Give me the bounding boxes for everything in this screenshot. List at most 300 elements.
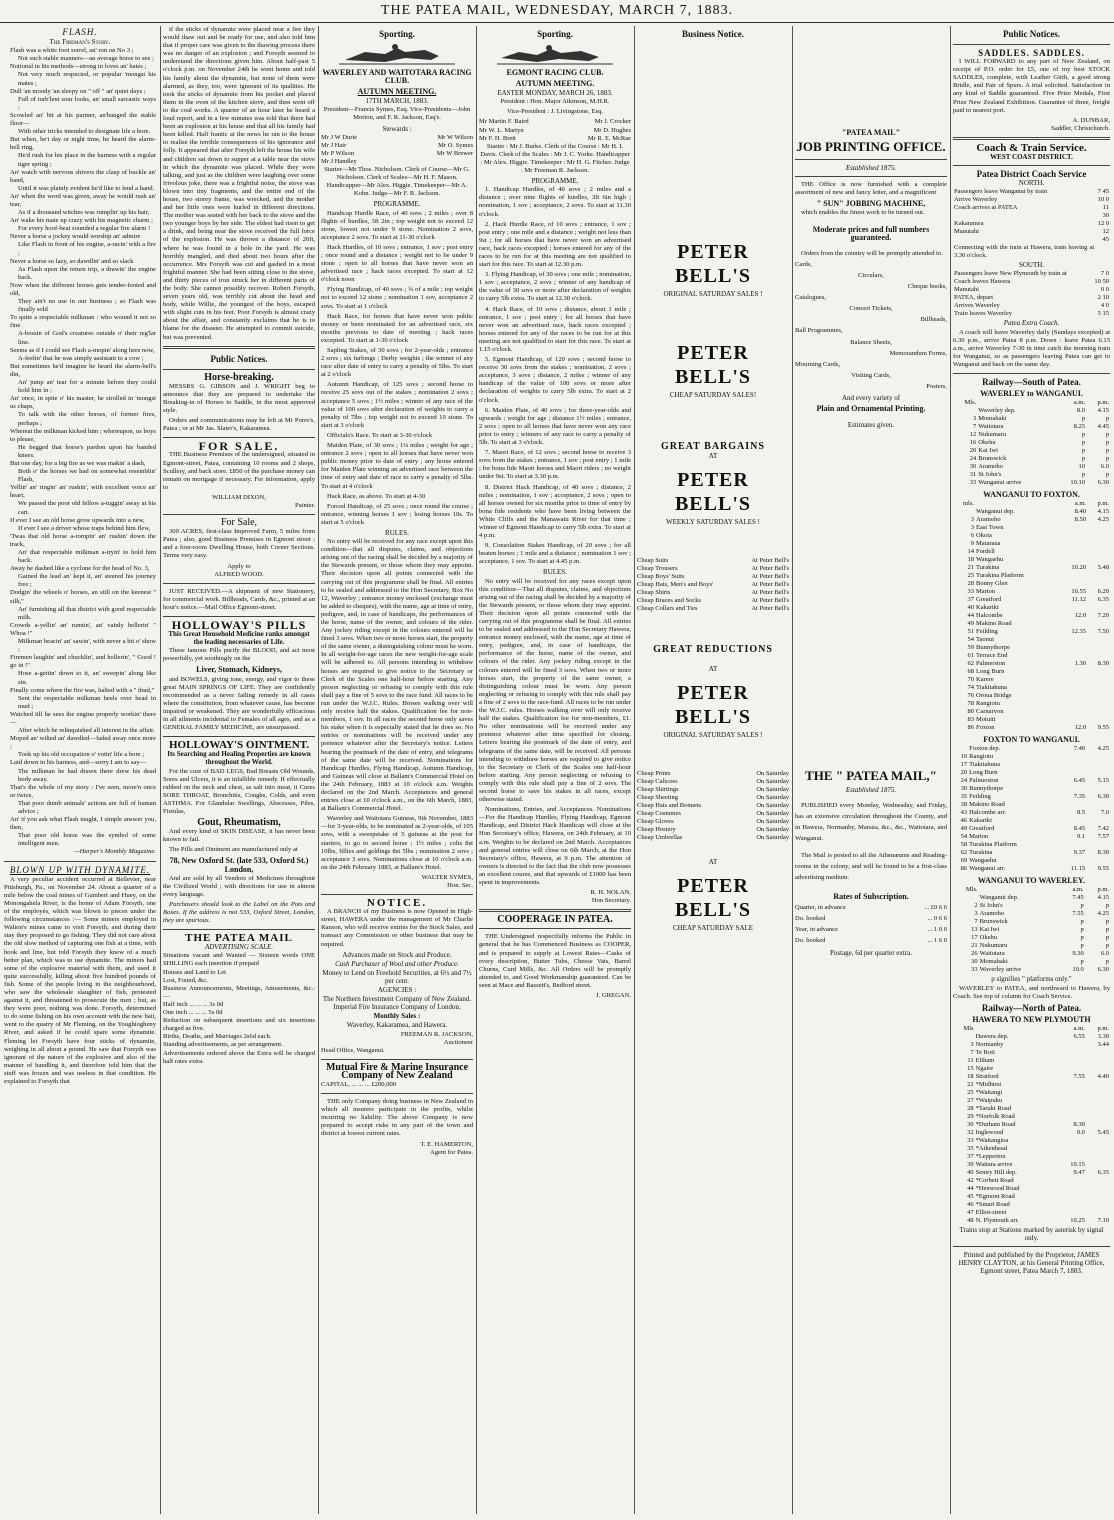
mutual-sign: T. E. HAMERTON, (420, 1140, 473, 1148)
flash-heading: FLASH. (62, 27, 98, 37)
race-entry: 2. Hack Hurdle Race, of 10 sovs ; entrance, 1 sov ; post entry ; one mile and a distance ; weight not less than 9st ; for all horses that have never won an advertised race, hack races excepted ; horses entered for any of the races to be run for at this meeting are not qualified to start for this race. To start at 12.30 p.m. (479, 220, 631, 269)
timetable-row (953, 817, 1110, 825)
sale-where: On Saturday (756, 777, 789, 785)
poem-line: He'd rush for his place in the harness with a regular tiger spring ; (18, 152, 156, 168)
timetable-cell: 4 0 (1100, 302, 1109, 310)
timetable-row (953, 636, 1110, 644)
timetable-cell: *Egmont Road (975, 1192, 1015, 1200)
timetable-cell: a.m. (1074, 500, 1087, 508)
timetable-cell: 10 0 (1097, 196, 1109, 204)
ad-scale-row: Reduction on subsequent insertions and six insertions charged as five. (163, 1017, 315, 1033)
sun-machine: " SUN" JOBBING MACHINE, (816, 199, 926, 209)
hawera-newplymouth-heading: HAWERA TO NEW PLYMOUTH (972, 1014, 1091, 1024)
sale-row (637, 597, 789, 605)
rate-row (795, 904, 947, 912)
timetable-row (953, 1097, 1110, 1105)
timetable-row (953, 841, 1110, 849)
ad-scale-row: Situations vacant and Wanted — Sixteen words ONE SHILLING each insertion if prepaid (163, 952, 315, 968)
timetable-row (953, 588, 1110, 596)
holloway-ointment-text: For the cure of BAD LEGS, Bad Breasts Old Wounds, Sores and Ulcers, it is an infallible remedy. If effectually rubbed on the neck and chest, as salt into meat, it Cures SORE THROAT, Bronchitis, Coughs, Colds, and even ASTHMA. For Glandular Swellings, Abscesses, Piles, Fistulas, (163, 767, 315, 815)
steward-name: Mr O. Symes (438, 141, 473, 149)
timetable-cell (1056, 1113, 1086, 1121)
timetable-row (953, 302, 1110, 310)
racehorse-engraving (493, 42, 617, 66)
timetable-cell: p (1081, 471, 1086, 479)
timetable-cell: 8.40 (1074, 508, 1087, 516)
timetable-cell: 7 (973, 423, 977, 431)
timetable-row (953, 524, 1110, 532)
estimates: Estimates given. (847, 421, 895, 430)
timetable-cell: Rangiotu (969, 753, 994, 761)
timetable-cell: 45 (967, 1192, 974, 1200)
egmont-officials: Starter : Mr J. Burke. Clerk of the Course : Mr H. I. Davis. Clerk of the Scales : Mr J. C. Yorke. Handicapper : Mr Alex. Higgie. Timekeeper : Mr H. G. Fitcher. Judge : Mr Freeman R. Jackson. (480, 142, 630, 175)
poem-line: He begged that horse's pardon upon his banded knees. (18, 443, 156, 459)
timetable-cell: Inglewood (975, 1128, 1004, 1136)
timetable-cell: p (1081, 431, 1086, 439)
flash-subheading: The Fireman's Story. (49, 38, 111, 47)
timetable-cell: 2 (974, 902, 978, 910)
egmont-rules-heading: RULES. (543, 568, 567, 577)
timetable-cell (1087, 580, 1110, 588)
public-notices-heading-2: Public Notices. (1003, 29, 1060, 39)
cooperage-heading: COOPERAGE IN PATEA. (497, 914, 613, 926)
timetable-cell: p (1080, 942, 1084, 950)
holloway-organs: Liver, Stomach, Kidneys, (196, 665, 282, 675)
timetable-cell (1056, 1193, 1086, 1201)
timetable-cell: Passengers leave Wanganui by train (954, 188, 1048, 196)
timetable-cell: 44 (967, 1184, 974, 1192)
timetable-cell (1086, 1065, 1110, 1073)
timetable-cell: 7.20 (1097, 612, 1109, 620)
timetable-row (953, 793, 1110, 801)
timetable-cell (1086, 1057, 1110, 1065)
timetable-row (953, 958, 1110, 966)
timetable-cell (1057, 801, 1086, 809)
egmont-races (479, 186, 631, 566)
timetable-row (953, 439, 1110, 447)
timetable-cell: Brunswick (979, 918, 1008, 926)
timetable-cell (1059, 548, 1087, 556)
waverley-rules: No entry will be received for any race except upon this condition—that all disputes, claims, and objections arising out of the racing shall be decided by a majority of the Stewards present, or those whom they may appoint. Their decision upon all points connected with the carrying out of this programme shall be final. All entries to be sealed and addressed to the Hon Secretary, Box No 12, Waverley ; entrance money enclosed (exchange must be added to cheques), with the name, age at time of entry, pedigree, and, in case of handicaps, the performances of the horse, name of the owner, and colours of the rider. Any jockey riding except in the colours entered will be fined 3 sovs. When two or more horses start, the property of the same owner, a distinguishing colour must be worn. In all weight-for-age races the new weight-for-age scale will be adhered to. All persons intending to withdraw horses are required to give notice to the Secretary or Clerk of the Scales one half-hour before starting. Any person neglecting or refusing to comply with this rule shall pay a fine of 5 sovs to the race fund. All races to be run under the W.J.C. Rules. Horses walking over will only receive half the stakes. Qualification fee for non-members, 1 sov. In all races the second horse only saves his stake when it is especially stated that he does so. No entries or nominations will be received under any pretence whatever after the Secretary's notice. Letters bearing the postmark of the date of entry, and telegrams of the same date will be received. Nominations for Handicap Hurdles, Flying Handicap, Autumn Handicap, and Guineas will close at Ballam's Commercial Hotel on the 24th February, 1883 at 10 o'clock a.m. Weights declared on the 2nd March. Acceptances and general entries close at 10 o'clock a.m., on the 6th March, 1883, at Ballam's Commercial Hotel. (321, 538, 473, 813)
timetable-cell: 40 (967, 1168, 974, 1176)
timetable-cell: 6.45 (1073, 777, 1086, 785)
timetable-cell: p (1105, 439, 1109, 447)
timetable-cell: 6.20 (1097, 588, 1109, 596)
timetable-cell: Mls. (965, 886, 978, 894)
poem-line: Dull 'an moody 'an sleepy on " off " an' quiet days ; (10, 87, 146, 95)
sales: Waverley, Kakaramea, and Hawera. (346, 1021, 448, 1030)
timetable-cell: p (1080, 934, 1084, 942)
dynamite-article: A very peculiar accident occurred at Bellevier, near Pittsburgh, Pa., on November 24. About a quarter of a mile below the coal mines of Gumbert and Huey, on the Monongahela River, is the home of Adam Forsyth, one of the employés, which was blown to pieces under the following circumstances :— Some miners employed in Walton's mines came to visit Forsyth, and during their stay they proposed to go fishing. They did not care about the old slow method of capturing one fish at a time, with hook and line, but told Forsyth they knew of a much better plan, which was to use dynamite. The miners had some of the explosive material with them, and used it quite successfully, killing about five hundred pounds of fish. Some of the people living in the neighbourhood, who saw the wholesale slaughter of fish, protested against it, and threatened to prosecute the men ; but, as they were poor, nothing was done. Forsyth, determined to do some fishing on his own account with the new bait, went to the quarry of Mr Fleming, on the Youghiogheny River, and asked if he could spare some dynamite. Fleming let Forsyth have four sticks of dynamite, weighing in all about a pound. He saw that Forsyth was ignorant of the nature of the explosive and also of the manner of handling it, and therefore told him that the stuff was frozen and was useless in that condition. He explained to Forsyth that (4, 875, 156, 1085)
timetable-cell (1059, 556, 1087, 564)
timetable-cell: 12 (969, 431, 977, 439)
poem-line: That poor old horse was the symbol of some intelligent men. (18, 832, 156, 848)
timetable-row (953, 500, 1110, 508)
timetable-cell: 10.15 (1070, 1160, 1085, 1168)
timetable-cell: Waitotara (979, 950, 1005, 958)
timetable-cell (1086, 1177, 1110, 1185)
race-entry: 6. Maiden Plate, of 40 sovs ; for three-year-olds and upwards ; weight for age ; distance 1½ miles ; entrance, 2 sovs ; open to all horses that have never won any race prior to entry ; winners of any race to carry a penalty of 5lb. To start at 3 o'clock. (479, 406, 631, 447)
poem-line: An' when the word was given, away he would rush an' tear, (10, 192, 156, 208)
timetable-cell: p.m. (1097, 399, 1109, 407)
timetable-cell: Tiakitahuna (976, 684, 1007, 692)
timetable-cell: 37 (967, 1152, 974, 1160)
notice-text3: Cash Purchaser of Wool and other Produce. (335, 959, 459, 968)
timetable-cell: *Corbett Road (975, 1176, 1014, 1184)
sale-row (637, 778, 789, 786)
timetable-cell: Taonui (976, 636, 994, 644)
fj-sign: FREEMAN R. JACKSON, (400, 1030, 473, 1038)
timetable-cell: Long Burn (976, 668, 1005, 676)
column-2 (163, 26, 315, 1514)
timetable-cell (1087, 700, 1110, 708)
timetable-cell (1086, 753, 1110, 761)
timetable-cell: Feilding (969, 793, 991, 801)
timetable-row (953, 660, 1110, 668)
steward-name: Mr J W Durie (321, 133, 358, 141)
printing-item: Cards, (795, 260, 813, 268)
sale-row (637, 770, 789, 778)
timetable-cell: 4.45 (1097, 423, 1109, 431)
race-entry: Flying Handicap, of 40 sovs ; ¾ of a mile ; top weight not to exceed 12 stone ; nomination 1 sov, acceptance 2 sovs. To start at 1 o'clock (321, 286, 473, 310)
egmont-noms: Nominations, Entries, and Acceptances. Nominations—For the Handicap Hurdles, Flying Handicap, Egmont Handicap, and District Hack Handicap will close at the Hon Secretary's office, Hawera, on 24th February, at 10 a.m. Weights to be declared on 2nd March. Acceptances and general entries will close on 6th March, at the Hon Secretary's office, Hawera, at 9 p.m. The attention of owners is directed to the fact that the club now possesses an excellent course, and that upwards of £1000 has been spent in improvements. (479, 806, 631, 886)
timetable-cell: 25 (967, 1088, 974, 1096)
peter-bells-2-sub: CHEAP SATURDAY SALES! (669, 391, 757, 400)
timetable-row (953, 1033, 1110, 1041)
timetable-cell: Waverley arrive (979, 966, 1022, 974)
waverley-sign2: Hon. Sec. (447, 882, 473, 889)
timetable-cell: Kai Iwi (978, 447, 998, 455)
timetable-cell: 54 (967, 636, 975, 644)
timetable-cell (953, 745, 968, 753)
timetable-cell (1056, 1041, 1086, 1049)
timetable-cell (1086, 769, 1110, 777)
poem-line: An' jump an' tear for a minute before they could hold him in ; (18, 379, 156, 395)
poem-line: Watched till he sees the engine properly workin' there— (10, 710, 156, 726)
timetable-row (953, 447, 1110, 455)
peter-bells-1-sub: ORIGINAL SATURDAY SALES ! (663, 290, 763, 298)
timetable-row (953, 825, 1110, 833)
rate-label: Do. booked (795, 937, 826, 945)
steward-row (479, 118, 631, 126)
timetable-cell: p (1105, 942, 1109, 950)
timetable-cell: p.m. (1097, 500, 1109, 508)
timetable-cell (1086, 785, 1110, 793)
timetable-cell: 40 (967, 604, 975, 612)
sale-row (637, 557, 789, 565)
timetable-cell: 7.0 (1100, 809, 1109, 817)
timetable-cell (1087, 604, 1110, 612)
timetable-cell: *Norfolk Road (975, 1112, 1015, 1120)
timetable-cell: Bonny Glen (976, 580, 1008, 588)
timetable-cell: 11.15 (1070, 865, 1086, 873)
timetable-cell: Makino Road (976, 620, 1012, 628)
sale-where: On Saturday (756, 817, 789, 825)
timetable-cell (1059, 532, 1087, 540)
poem-line: But sometimes he'd imagine he heard the alarm-bell's din, (10, 362, 156, 378)
timetable-cell: 12 0 (1097, 220, 1109, 228)
poem-line: Dodgin' the wheels o' horses, an still on the keenest " silk," (10, 589, 156, 605)
timetable-cell: 18 (967, 556, 975, 564)
public-notices-heading: Public Notices. (210, 353, 268, 364)
notice-text: A BRANCH of my Business is now Opened in High-street, HAWERA under the management of Mr Charlie Ranson, who will receive entries for the Stock Sales, and transact any Commission or other business that may be required. (321, 908, 473, 948)
poem-line: A-bossin of God's creatures outside o' their reg'lar line. (18, 330, 156, 346)
timetable-cell (1087, 572, 1110, 580)
timetable-cell: 7.10 (1097, 1216, 1109, 1224)
timetable-cell: 28 (967, 580, 975, 588)
timetable-cell: 8.45 (1073, 825, 1086, 833)
timetable-row (953, 926, 1110, 934)
ad-scale-row: Births, Deaths, and Marriages 2s6d each. (163, 1033, 272, 1041)
foxton-wanganui-table (953, 745, 1110, 873)
timetable-cell: 30 (967, 1120, 974, 1128)
poem-line: Gained the lead an' kept it, an' steered his journey free ; (18, 573, 156, 589)
timetable-cell: 9.47 (1073, 1168, 1085, 1176)
sale-where: At Peter Bell's (751, 589, 789, 597)
timetable-cell: 5.45 (1097, 1128, 1109, 1136)
timetable-row (953, 894, 1110, 902)
rate-value: ... 1 0 0 (927, 926, 947, 934)
poem-line: If ever I see an old horse grow upwards into a new, (10, 516, 145, 524)
timetable-cell: Palmerston (976, 660, 1006, 668)
timetable-cell (1086, 1185, 1110, 1193)
job-printing-title: JOB PRINTING OFFICE. (796, 139, 946, 155)
timetable-cell: 25 (967, 572, 975, 580)
timetable-cell (1059, 620, 1087, 628)
timetable-cell: 20 (960, 769, 968, 777)
timetable-cell: 6 (970, 532, 975, 540)
sale-row (637, 794, 789, 802)
timetable-cell: p (1105, 455, 1109, 463)
sale-item: Cheap Costumes (637, 809, 681, 817)
timetable-row (953, 1105, 1110, 1113)
saddles-sign2: Saddler, Christchurch. (1051, 124, 1110, 132)
timetable-cell: 86 (967, 724, 975, 732)
great-reductions: GREAT REDUCTIONS (653, 644, 773, 656)
timetable-cell: Bunnythorpe (969, 785, 1004, 793)
poem-credit: —Harper's Monthly Magazine. (73, 848, 156, 856)
sporting-heading: Sporting. (379, 29, 415, 39)
printing-item: Catalogues, (795, 294, 826, 302)
poem-line: Whereat the milkman kicked him ; whereupon, us boys to please, (10, 427, 156, 443)
timetable-cell: 12.35 (1071, 628, 1087, 636)
holloway-address: 78, New Oxford St. (late 533, Oxford St.) London, (169, 856, 309, 874)
poem-line: Moped an' wilted an' dawdled—faded away once more ; (10, 735, 156, 751)
timetable-cell (1086, 761, 1110, 769)
timetable-cell: Waitotara (978, 423, 1004, 431)
poem-line: Sent the respectable milkman heels over head in mud ; (18, 694, 156, 710)
timetable-cell: 30 (971, 958, 978, 966)
timetable-cell: 29 (967, 1112, 974, 1120)
timetable-row (953, 809, 1110, 817)
timetable-cell: *Waipuku (975, 1096, 1003, 1104)
for-sale-sign2: Painter. (295, 501, 315, 509)
timetable-cell: Turakina (976, 564, 1000, 572)
platforms-note: p signifies " platforms only." (991, 975, 1072, 984)
timetable-cell: 10 (960, 753, 968, 761)
timetable-cell: 8.30 (1097, 849, 1109, 857)
ad-scale-row: Standing advertisements, as per arrangement. (163, 1041, 283, 1049)
timetable-cell: 9.30 (1072, 950, 1084, 958)
timetable-row (953, 865, 1110, 873)
timetable-cell: p (1080, 958, 1084, 966)
timetable-cell (1056, 1177, 1086, 1185)
column-7 (953, 26, 1110, 1514)
timetable-row (953, 801, 1110, 809)
at-label-3: AT (708, 857, 718, 866)
poem-line: To quite a respectable milkman : who wound it not so fine (10, 314, 156, 330)
timetable-row (953, 769, 1110, 777)
printing-item: Mourning Cards, (795, 360, 841, 368)
for-sale2-text: 300 ACRES, first-class Improved Farm, 5 miles from Patea ; also, good Business Premises in Egmont street ; and a four-room Dwelling House, both Corner Sections. Terms very easy. (163, 528, 315, 560)
imprint: Printed and published by the Proprietor, JAMES HENRY CLAYTON, at his General Printing Office, Egmont street, Patea March 7, 1883. (958, 1251, 1105, 1276)
waverley-officers: President—Francis Symes, Esq. Vice-Presidents—John Morton, and F. R. Jackson, Esq's. (323, 106, 471, 122)
poem-line: Yellin' an' ringin' an' rushin', with excellent voice an' heart, (10, 484, 156, 500)
rate-value: ... 1 6 0 (927, 937, 947, 945)
timetable-cell: 33 (971, 966, 978, 974)
timetable-cell (1086, 1049, 1110, 1057)
poem-line: We passed the poor old fellow a-tuggin' away at his cart. (18, 500, 156, 516)
timetable-cell: 68 (967, 668, 975, 676)
printing-item: Concert Tickets, (849, 305, 893, 313)
sale-row (637, 605, 789, 613)
timetable-cell (1056, 1097, 1086, 1105)
timetable-cell: p (1105, 471, 1109, 479)
waverley-meeting: AUTUMN MEETING. (357, 87, 437, 97)
timetable-cell: 7.45 (1072, 894, 1084, 902)
subscription-rates (795, 904, 947, 945)
timetable-cell: Kai Iwi (979, 926, 1000, 934)
poem-line: Finally come where the fire was, halted with a " thud," (10, 686, 155, 694)
rate-label: Do. booked (795, 915, 826, 923)
hawera-newplymouth-table (953, 1025, 1110, 1225)
egmont-programme-heading: PROGRAMME. (531, 177, 579, 186)
sale-row (637, 573, 789, 581)
job-printing-pre: "PATEA MAIL" (841, 128, 901, 137)
sale-item: Cheap Shirtings (637, 785, 679, 793)
coach-heading: Coach & Train Service. (976, 141, 1087, 154)
sale-item: Cheap Suits (637, 557, 669, 565)
timetable-cell: 46 (960, 817, 968, 825)
timetable-cell: 3 (973, 415, 977, 423)
timetable-row (953, 540, 1110, 548)
timetable-cell: 24 (960, 777, 968, 785)
sale-where: On Saturday (756, 833, 789, 841)
timetable-cell: Kakaramea (954, 220, 984, 228)
timetable-row (953, 463, 1110, 471)
timetable-cell: 27 (967, 1096, 974, 1104)
for-sale2-sign: ALFRED WOOD. (214, 570, 264, 578)
column-5 (637, 26, 789, 1514)
timetable-row (953, 966, 1110, 974)
steward-name: Mr J. Crocker (594, 118, 631, 126)
timetable-cell: 61 (967, 652, 975, 660)
signal-note: Trains stop at Stations marked by asterisk by signal only. (959, 1225, 1104, 1242)
timetable-cell: 10.25 (1070, 1216, 1085, 1224)
waverley-guineas: Waverley and Waitotara Guineas, 9th November, 1883—for 3-year-olds, to be nominated as 2-year-olds, of 105 sovs, with a sweepstake of 5 guineas at the post for starters, to go to second horse ; 1½ miles ; colts 8st 10lbs, fillies and geldings 8st 5lbs ; nomination 2 sovs ; acceptance 3 sovs. Nominations close at 10 o'clock a.m. on the 24th February 1883, at Ballam's Hotel. (321, 815, 473, 871)
timetable-cell (1086, 1201, 1110, 1209)
timetable-row (953, 700, 1110, 708)
wanganui-foxton-heading: WANGANUI TO FOXTON. (983, 490, 1080, 500)
sale-where: At Peter Bell's (751, 573, 789, 581)
timetable-cell: Greatford (976, 596, 1002, 604)
timetable-row (953, 270, 1110, 278)
holloway-ointment-heading: HOLLOWAY'S OINTMENT. (169, 739, 309, 752)
timetable-cell: 6.35 (1097, 596, 1109, 604)
timetable-cell: 28 (967, 1104, 974, 1112)
sale-row (637, 565, 789, 573)
extra-coach-heading: Patea Extra Coach. (1003, 319, 1060, 328)
timetable-cell: N. Plymouth arr. (975, 1216, 1019, 1224)
patea-mail-title: THE " PATEA MAIL," (805, 768, 937, 784)
north-heading: NORTH. (1018, 179, 1045, 188)
wanganui-foxton-table (953, 500, 1110, 732)
timetable-cell: 7.57 (1097, 833, 1109, 841)
timetable-cell (1086, 1097, 1110, 1105)
timetable-cell (1056, 1105, 1086, 1113)
timetable-row (953, 886, 1110, 894)
just-received-text: JUST RECEIVED.—A shipment of new Stationery, for commercial work. Billheads, Cards, &c., printed at an hour's notice.—Mail Office Egmont-street. (163, 587, 315, 611)
timetable-cell: Wanganui arrive (978, 479, 1022, 487)
reductions-list (637, 770, 789, 842)
poem-line: A-feelin' that he was simply assistant to a cow ; (18, 354, 144, 362)
timetable-cell: 3 (970, 524, 975, 532)
timetable-cell: Terrace End (976, 652, 1008, 660)
timetable-cell (1087, 668, 1110, 676)
timetable-cell (1086, 1145, 1110, 1153)
race-entry: Sapling Stakes, of 30 sovs ; for 2-year-olds ; entrance 2 sovs ; six furlongs ; Derby weights ; the winner of any race after date of entry to carry a penalty of 5lbs. To start at 2 o'clock (321, 347, 473, 379)
timetable-cell (1057, 753, 1086, 761)
timetable-cell: Passengers leave New Plymouth by train at (954, 270, 1067, 278)
timetable-row (953, 596, 1110, 604)
timetable-cell (1056, 1065, 1086, 1073)
timetable-cell: 9.1 (1076, 833, 1086, 841)
timetable-row (953, 1129, 1110, 1137)
race-entry: Handicap Hurdle Race, of 40 sovs ; 2 miles ; over 8 flights of hurdles, 3ft 2in ; top weight not to exceed 12 stone, lowest not under 9 stone. Nomination 2 sovs, acceptance 2 sovs. To start at 11-30 o'clock (321, 209, 473, 241)
poem-line: With other tricks intended to designate life a bore. (18, 128, 151, 136)
poem-line: An' watch with nervous shivers the clasp of buckle an' band, (10, 168, 156, 184)
timetable-cell: 6.35 (1097, 1168, 1109, 1176)
timetable-cell: Okoia (976, 532, 992, 540)
sale-item: Cheap Braces and Socks (637, 597, 702, 605)
timetable-cell (979, 886, 1060, 894)
rate-value: ... £0 6 6 (924, 904, 947, 912)
race-entry: 9. Consolation Stakes Handicap, of 20 sovs ; for all beaten horses ; 1 mile and a distance ; nomination 1 sov ; acceptance, 1 sov. To start at 4.45 p.m. (479, 542, 631, 566)
timetable-cell: Arrive Waverley (954, 196, 998, 204)
fj-sign3: Head Office, Wanganui. (321, 1046, 385, 1054)
timetable-cell: p.m. (1097, 886, 1109, 894)
timetable-cell (953, 1033, 975, 1041)
timetable-cell: 17 (971, 934, 978, 942)
orders-country: Orders from the country will be promptly attended to. (801, 249, 943, 257)
timetable-cell: PATEA, depart (954, 294, 994, 302)
timetable-cell: 4.15 (1097, 894, 1109, 902)
timetable-cell: 4.25 (1097, 516, 1109, 524)
timetable-cell: Coach arrives at PATEA (954, 204, 1018, 212)
steward-name: Mr J Hair (321, 141, 347, 149)
timetable-cell: East Town (976, 524, 1004, 532)
timetable-cell (1059, 716, 1087, 724)
waverley-wanganui-table (953, 399, 1110, 487)
timetable-cell: 59 (967, 644, 975, 652)
timetable-cell: 12.0 (1074, 612, 1087, 620)
timetable-cell (1056, 1209, 1086, 1217)
timetable-cell (1059, 676, 1087, 684)
timetable-row (953, 644, 1110, 652)
notice-heading: NOTICE. (366, 897, 428, 910)
waverley-date: 17TH MARCH, 1883. (365, 97, 429, 106)
column-rule (160, 26, 161, 1514)
